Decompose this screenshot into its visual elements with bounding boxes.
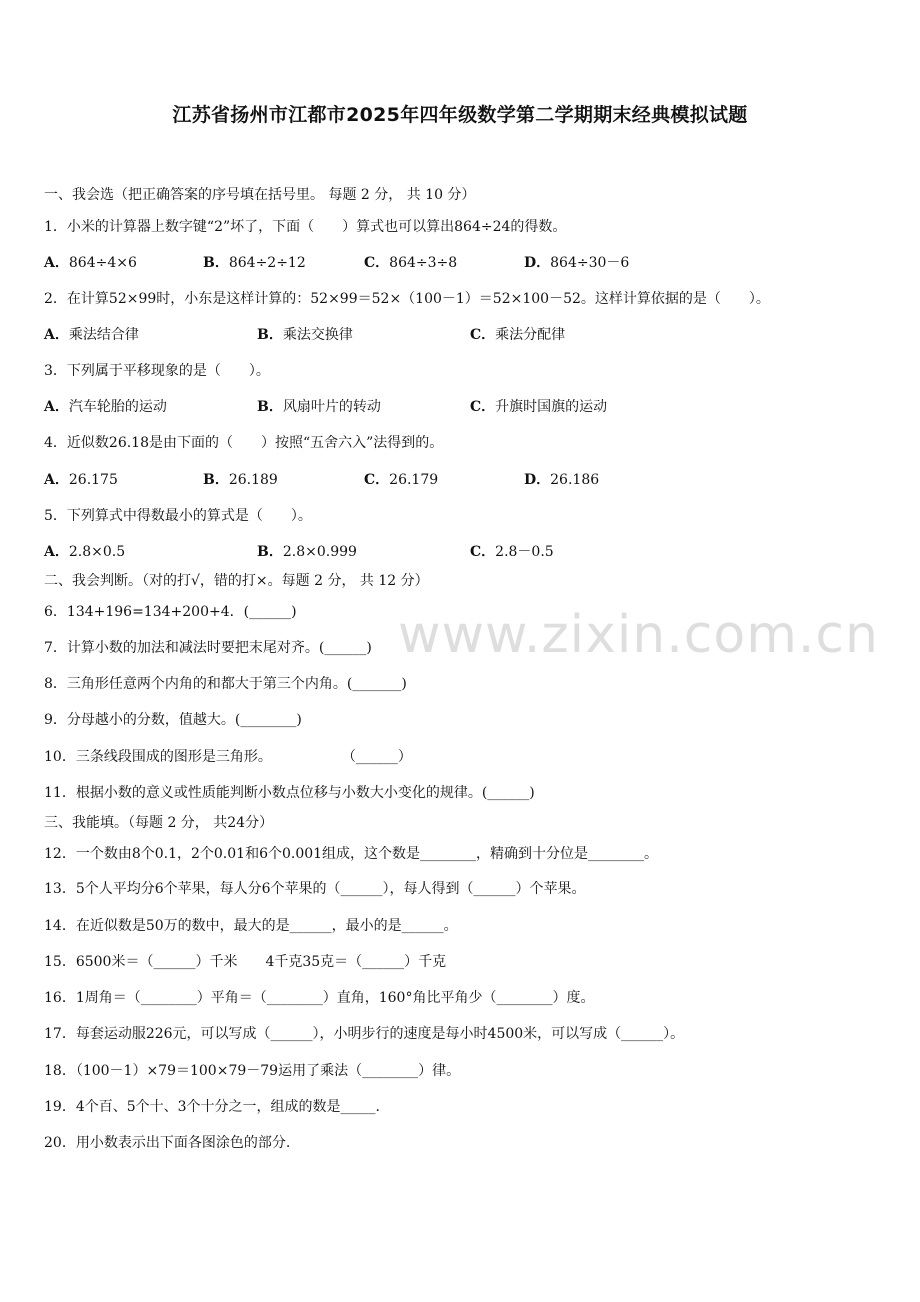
option-b: B．风扇叶片的转动 bbox=[257, 399, 381, 415]
question-13: 13．5个人平均分6个苹果，每人分6个苹果的（______），每人得到（______）个苹果。 bbox=[44, 881, 586, 897]
question-4: 4．近似数26.18是由下面的（ ）按照“五舍六入”法得到的。 bbox=[44, 435, 444, 451]
option-a: A．864÷4×6 bbox=[44, 255, 137, 271]
question-18: 18．（100－1）×79＝100×79－79运用了乘法（________）律。 bbox=[44, 1063, 461, 1079]
option-a: A．汽车轮胎的运动 bbox=[44, 399, 167, 415]
option-a: A．2.8×0.5 bbox=[44, 544, 126, 560]
option-b: B．乘法交换律 bbox=[257, 327, 353, 343]
question-12: 12．一个数由8个0.1，2个0.01和6个0.001组成，这个数是________，精确到十分位是________。 bbox=[44, 846, 659, 862]
option-b: B．26.189 bbox=[203, 472, 278, 488]
question-2: 2．在计算52×99时，小东是这样计算的：52×99＝52×（100－1）＝52×100－52。这样计算依据的是（ ）。 bbox=[44, 291, 770, 307]
question-1: 1．小米的计算器上数字键“2”坏了，下面（ ）算式也可以算出864÷24的得数。 bbox=[44, 219, 567, 235]
exam-title: 江苏省扬州市江都市2025年四年级数学第二学期期末经典模拟试题 bbox=[172, 104, 748, 126]
question-5: 5．下列算式中得数最小的算式是（ ）。 bbox=[44, 508, 312, 524]
question-11: 11．根据小数的意义或性质能判断小数点位移与小数大小变化的规律。(______) bbox=[44, 785, 535, 801]
option-d: D．26.186 bbox=[524, 472, 600, 488]
option-c: C．乘法分配律 bbox=[470, 327, 566, 343]
question-8: 8．三角形任意两个内角的和都大于第三个内角。(_______) bbox=[44, 676, 407, 692]
question-20: 20．用小数表示出下面各图涂色的部分. bbox=[44, 1135, 291, 1151]
question-16: 16．1周角＝（________）平角＝（________）直角，160°角比平角少（________）度。 bbox=[44, 990, 595, 1006]
option-c: C．864÷3÷8 bbox=[364, 255, 458, 271]
question-19: 19．4个百、5个十、3个十分之一，组成的数是_____. bbox=[44, 1099, 380, 1115]
section-2-heading: 二、我会判断。（对的打√，错的打×。每题 2 分， 共 12 分） bbox=[44, 573, 429, 589]
question-14: 14．在近似数是50万的数中，最大的是______，最小的是______。 bbox=[44, 918, 458, 934]
section-1-heading: 一、我会选（把正确答案的序号填在括号里。 每题 2 分， 共 10 分） bbox=[44, 187, 476, 203]
question-3: 3．下列属于平移现象的是（ ）。 bbox=[44, 363, 270, 379]
question-15: 15．6500米＝（______）千米 4千克35克＝（______）千克 bbox=[44, 954, 447, 970]
option-d: D．864÷30－6 bbox=[524, 255, 630, 271]
option-c: C．2.8－0.5 bbox=[470, 544, 554, 560]
question-10: 10．三条线段围成的图形是三角形。 （______） bbox=[44, 749, 412, 765]
watermark: www.zixin.com.cn bbox=[398, 605, 879, 665]
question-6: 6．134+196=134+200+4．(______) bbox=[44, 604, 297, 620]
option-a: A．26.175 bbox=[44, 472, 118, 488]
section-3-heading: 三、我能填。（每题 2 分， 共24分） bbox=[44, 815, 274, 831]
question-9: 9．分母越小的分数，值越大。(________) bbox=[44, 712, 302, 728]
question-17: 17．每套运动服226元，可以写成（______），小明步行的速度是每小时4500米，可以写成（______）。 bbox=[44, 1026, 685, 1042]
option-b: B．2.8×0.999 bbox=[257, 544, 357, 560]
option-a: A．乘法结合律 bbox=[44, 327, 139, 343]
option-c: C．升旗时国旗的运动 bbox=[470, 399, 608, 415]
option-c: C．26.179 bbox=[364, 472, 439, 488]
option-b: B．864÷2÷12 bbox=[203, 255, 306, 271]
question-7: 7．计算小数的加法和减法时要把末尾对齐。(______) bbox=[44, 640, 372, 656]
